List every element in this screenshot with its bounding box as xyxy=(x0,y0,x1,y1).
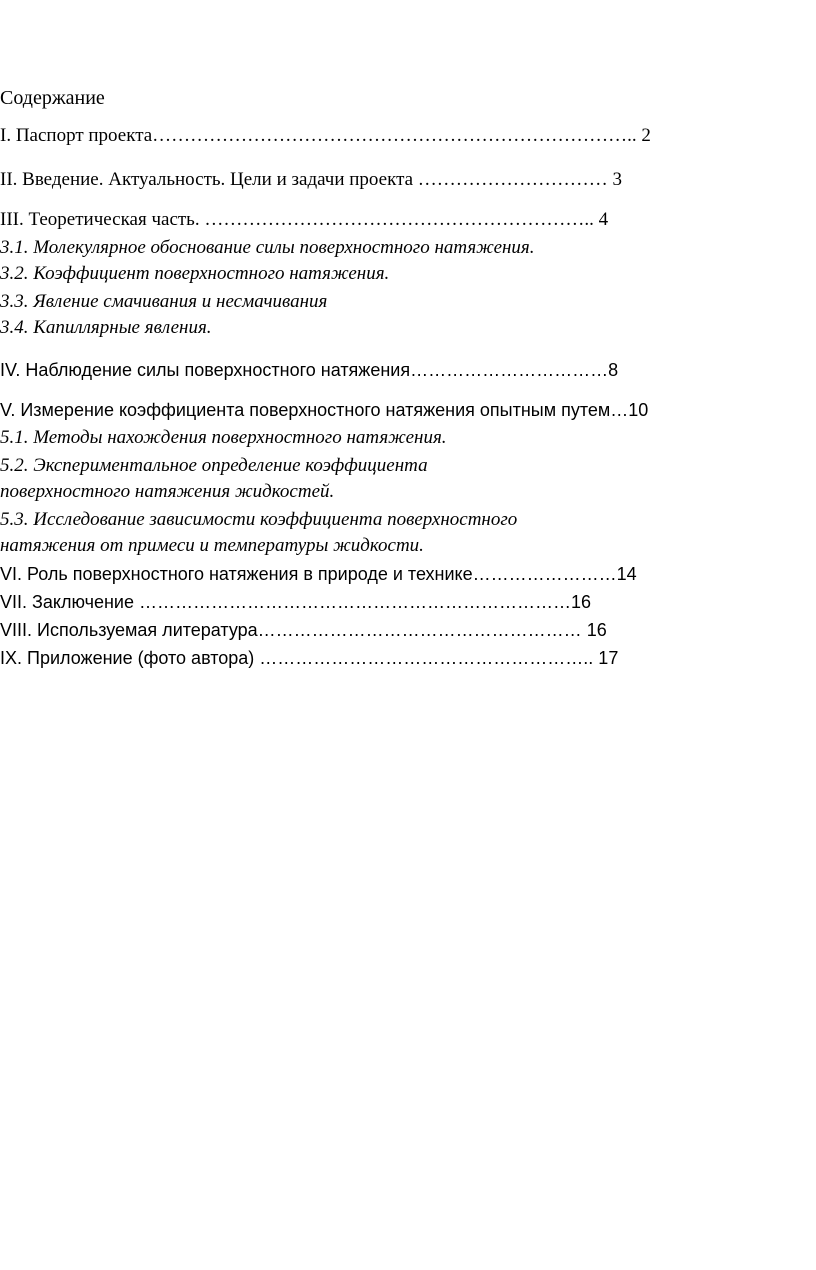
toc-entry-6: VI. Роль поверхностного натяжения в природе и технике……………………14 xyxy=(0,564,637,584)
toc-subentry-3-1: 3.1. Молекулярное обоснование силы поверхностного натяжения. xyxy=(0,237,535,258)
toc-subentry-3-2: 3.2. Коэффициент поверхностного натяжения. xyxy=(0,263,390,284)
toc-entry-7: VII. Заключение ………………………………………………………………16 xyxy=(0,592,591,612)
toc-entry-8: VIII. Используемая литература……………………………………………… 16 xyxy=(0,620,607,640)
toc-subentry-5-1: 5.1. Методы нахождения поверхностного натяжения. xyxy=(0,427,447,448)
toc-subentry-5-3: 5.3. Исследование зависимости коэффициента поверхностного xyxy=(0,509,518,530)
toc-subentry-5-2-continued: поверхностного натяжения жидкостей. xyxy=(0,481,335,502)
toc-subentry-3-3: 3.3. Явление смачивания и несмачивания xyxy=(0,291,328,312)
toc-subentry-5-3-continued: натяжения от примеси и температуры жидкости. xyxy=(0,535,424,556)
toc-entry-5: V. Измерение коэффициента поверхностного натяжения опытным путем…10 xyxy=(0,400,649,420)
toc-subentry-5-2: 5.2. Экспериментальное определение коэффициента xyxy=(0,455,428,476)
toc-entry-9: IX. Приложение (фото автора) ……………………………………………….. 17 xyxy=(0,648,619,668)
toc-subentry-3-4: 3.4. Капиллярные явления. xyxy=(0,317,212,338)
toc-entry-4: IV. Наблюдение силы поверхностного натяжения……………………………8 xyxy=(0,360,619,380)
toc-entry-2: II. Введение. Актуальность. Цели и задачи проекта ………………………… 3 xyxy=(0,169,623,190)
toc-entry-1: I. Паспорт проекта………………………………………………………………….. 2 xyxy=(0,125,651,146)
toc-entry-3: III. Теоретическая часть. …………………………………………………….. 4 xyxy=(0,209,609,230)
toc-heading: Содержание xyxy=(0,87,105,109)
